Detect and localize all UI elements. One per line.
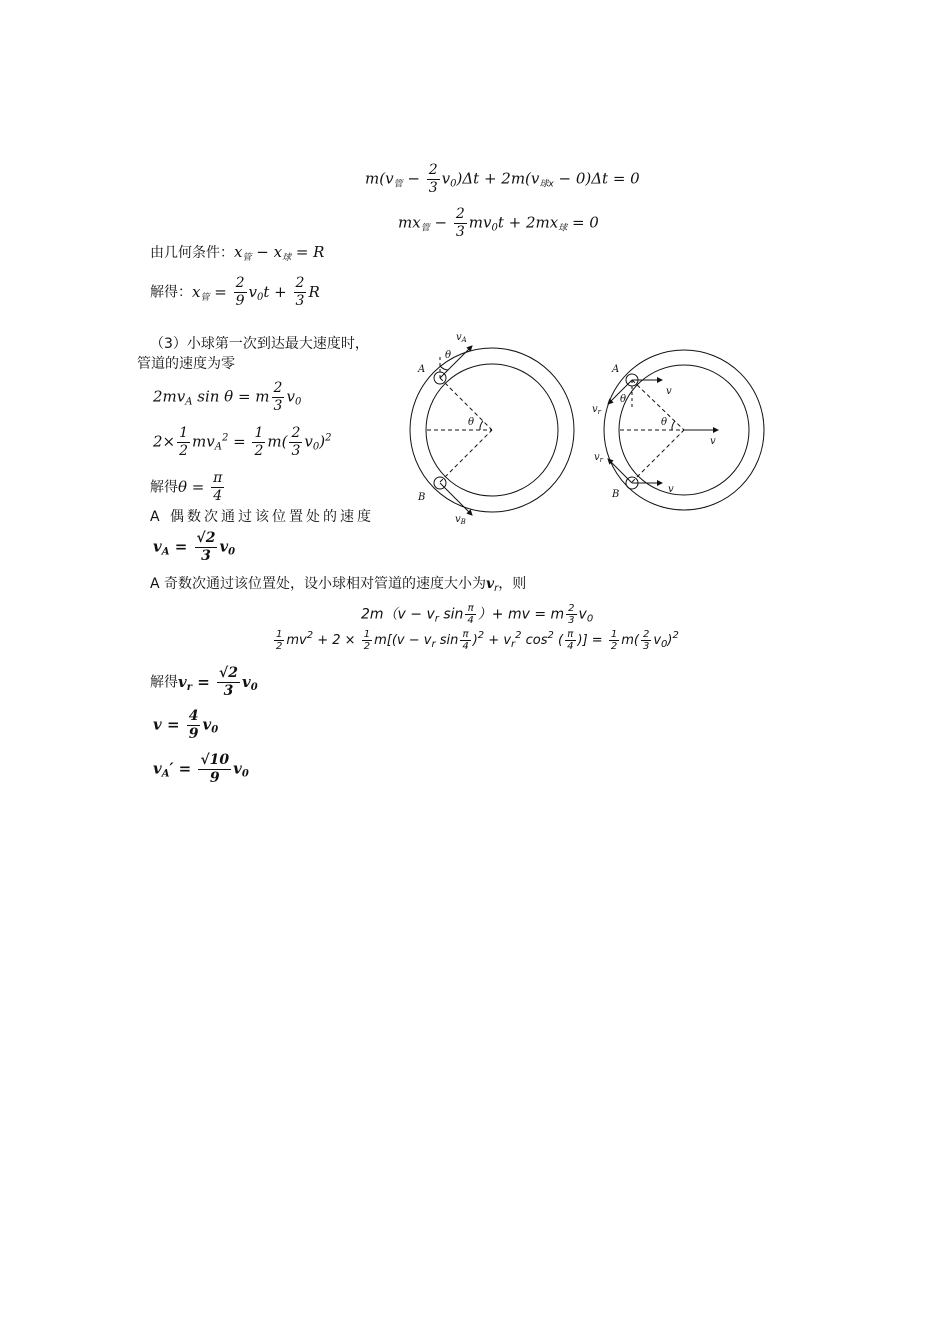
odd-pass-text: A 奇数次通过该位置处，设小球相对管道的速度大小为$v_r$，则 bbox=[150, 576, 527, 594]
left-label-va: $v_A$ bbox=[456, 332, 467, 344]
even-pass-text: A 偶数次通过该位置处的速度 bbox=[150, 509, 375, 525]
energy-equation-2: $\frac{1}{2}$ $mv^2 + 2$ × $\frac{1}{2}$ $m[(v - v_r$ sin $\frac{\pi}{4}$ )$^2 + v_r^2$ $\cos^2$ ( $\frac{\pi}{4}$ )] = $\frac{1}{2}$ m( $\frac{2}{3}$ $v_0)^2$ bbox=[276, 629, 679, 652]
part-3-heading-cont: 管道的速度为零 bbox=[137, 356, 235, 372]
v-result: v = $\frac{4}{9}$ $v_0$ bbox=[153, 708, 219, 742]
va-prime-result: $v_A'$ = $\frac{√10}{9}$ $v_0$ bbox=[153, 752, 249, 786]
right-label-v-bottom: v bbox=[668, 484, 674, 495]
left-label-theta-top: θ bbox=[445, 350, 452, 361]
vr-result: 解得$v_r$ = $\frac{√2}{3}$ $v_0$ bbox=[150, 665, 258, 699]
right-label-vr-bottom: $v_r$ bbox=[594, 452, 604, 464]
geometry-condition: 由几何条件：$x_管 - x_球 = R$ bbox=[150, 243, 325, 263]
left-diagram bbox=[410, 346, 574, 515]
momentum-equation-1: $m(v_管$ − $\frac{2}{3}$ $v_0)\Delta t + 2m(v_{球x} - 0)\Delta t = 0$ bbox=[365, 162, 640, 196]
energy-equation-1: 2× $\frac{1}{2}$ $mv_A^2$ = $\frac{1}{2}$ m( $\frac{2}{3}$ $v_0)^2$ bbox=[153, 425, 332, 459]
va-result: $v_A$ = $\frac{√2}{3}$ $v_0$ bbox=[153, 530, 236, 564]
left-label-a: A bbox=[418, 364, 426, 375]
momentum-equation-2: $2mv_A$ sin θ = m $\frac{2}{3}$ $v_0$ bbox=[153, 380, 302, 414]
right-label-b: B bbox=[612, 489, 620, 500]
left-label-theta-center: θ bbox=[468, 417, 475, 428]
left-label-vb: $v_B$ bbox=[455, 514, 466, 526]
right-label-v-top: v bbox=[666, 386, 672, 397]
right-label-a: A bbox=[612, 364, 620, 375]
right-label-theta-center: θ bbox=[661, 417, 668, 428]
pipe-displacement-solution: 解得：$x_管$ = $\frac{2}{9}$ $v_0t$ + $\frac{2}{3}$ R bbox=[150, 275, 320, 309]
theta-solution: 解得θ = $\frac{\pi}{4}$ bbox=[150, 470, 223, 504]
part-3-heading: （3）小球第一次到达最大速度时， bbox=[150, 336, 369, 352]
displacement-equation: $mx_管$ − $\frac{2}{3}$ $mv_0t + 2mx_球 = 0$ bbox=[398, 206, 599, 240]
momentum-equation-3: $2m(v - v_r$ sin $\frac{\pi}{4}$ ）+ mv = m $\frac{2}{3}$ $v_0$ bbox=[361, 603, 594, 626]
right-label-theta-top: θ bbox=[620, 394, 627, 405]
right-label-vr-top: $v_r$ bbox=[592, 404, 602, 416]
right-diagram bbox=[604, 350, 764, 510]
right-label-v-center: v bbox=[710, 436, 716, 447]
left-label-b: B bbox=[418, 492, 426, 503]
